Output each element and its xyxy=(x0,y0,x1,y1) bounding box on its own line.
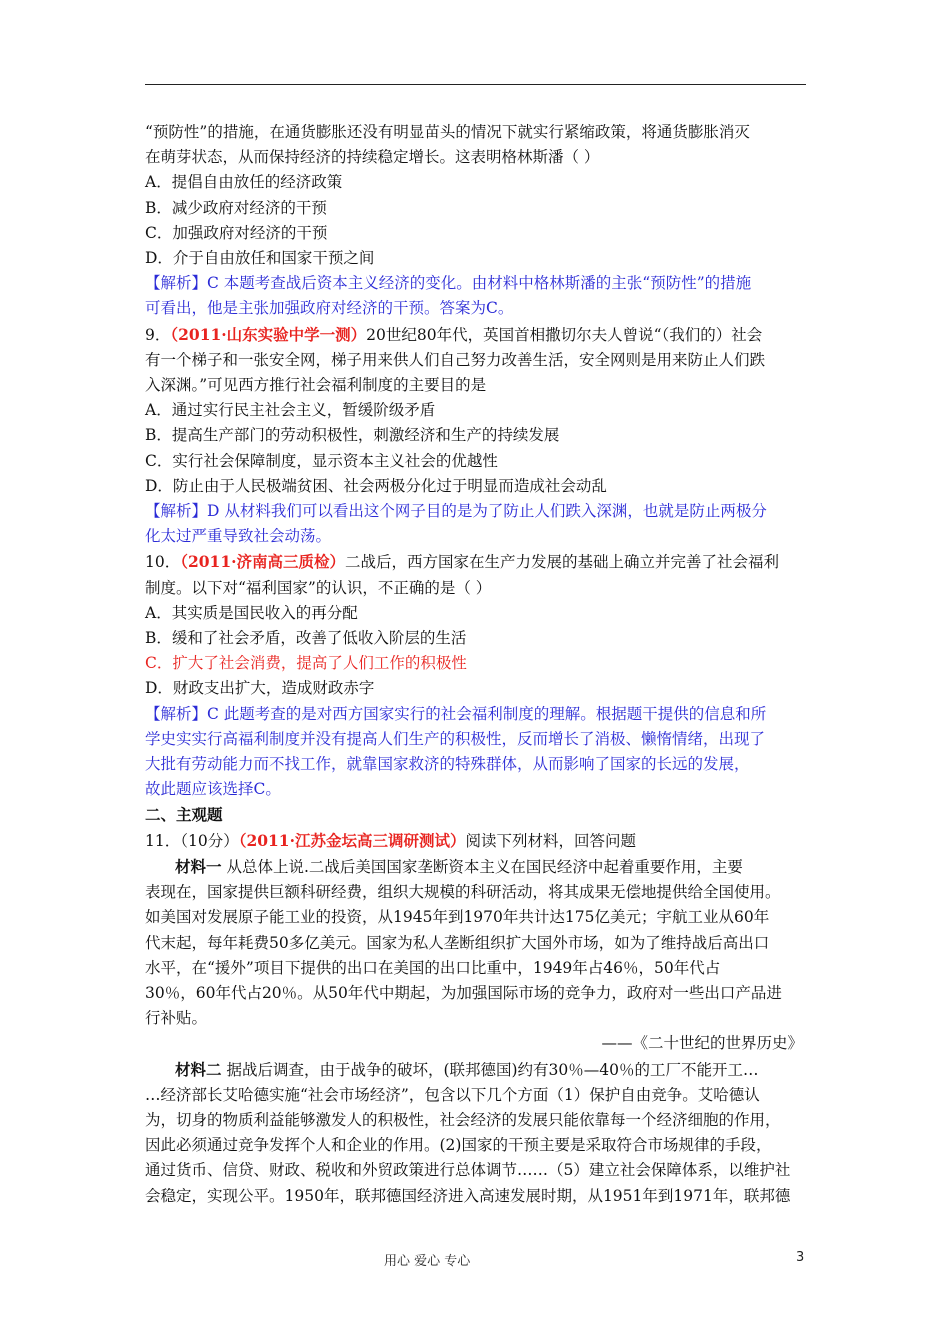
q11-prompt: 阅读下列材料，回答问题 xyxy=(465,831,637,850)
material-1-line: 水平，在“援外”项目下提供的出口在美国的出口比重中，1949年占46％，50年代占 xyxy=(145,958,721,977)
material-2-line: …经济部长艾哈德实施“社会市场经济”，包含以下几个方面（1）保护自由竞争。艾哈德认 xyxy=(145,1085,760,1104)
q9-option-b: B．提高生产部门的劳动积极性，刺激经济和生产的持续发展 xyxy=(145,426,560,445)
q8-analysis xyxy=(145,271,809,296)
material-2-line: 因此必须通过竞争发挥个人和企业的作用。(2)国家的干预主要是采取符合市场规律的手段， xyxy=(145,1136,772,1155)
question-source: （2011·山东实验中学一测） xyxy=(170,324,367,344)
header-rule xyxy=(145,84,806,85)
material-text: 据战后调查，由于战争的破坏，(联邦德国)约有30％—40％的工厂不能开工… xyxy=(221,1060,759,1079)
q9-option-c: C．实行社会保障制度，显示资本主义社会的优越性 xyxy=(145,451,498,470)
page-body xyxy=(145,120,809,1209)
question-number: 11．（10分） xyxy=(145,831,239,850)
q10-option-d: D．财政支出扩大，造成财政赤字 xyxy=(145,679,375,698)
q9-stem-line: 入深渊。”可见西方推行社会福利制度的主要目的是 xyxy=(145,376,487,395)
page-number: 3 xyxy=(796,1250,805,1265)
material-text: 从总体上说.二战后美国国家垄断资本主义在国民经济中起着重要作用，主要 xyxy=(221,857,743,876)
material-1-line: 30％，60年代占20％。从50年代中期起，为加强国际市场的竞争力，政府对一些出口产品进 xyxy=(145,983,782,1002)
q8-option-c: C．加强政府对经济的干预 xyxy=(145,223,328,242)
q10-option-a: A．其实质是国民收入的再分配 xyxy=(145,603,358,622)
q10-option-c: C．扩大了社会消费，提高了人们工作的积极性 xyxy=(145,654,467,673)
material-1-line: 行补贴。 xyxy=(145,1009,208,1028)
q10-stem-text: 二战后，西方国家在生产力发展的基础上确立并完善了社会福利 xyxy=(345,553,780,572)
q9-analysis xyxy=(145,499,809,524)
question-number: 10． xyxy=(145,553,181,572)
analysis-label: 【解析】 xyxy=(145,704,208,723)
q8-stem-line: 在萌芽状态，从而保持经济的持续稳定增长。这表明格林斯潘（ ） xyxy=(145,148,600,167)
q10-stem xyxy=(145,549,809,575)
q8-option-a: A．提倡自由放任的经济政策 xyxy=(145,173,343,192)
q9-analysis-cont: 化太过严重导致社会动荡。 xyxy=(145,527,332,546)
q10-analysis-cont: 故此题应该选择C。 xyxy=(145,780,281,799)
q10-analysis-cont: 学史实实行高福利制度并没有提高人们生产的积极性，反而增长了消极、懒惰情绪，出现了 xyxy=(145,729,766,748)
q9-stem-text: 20世纪80年代，英国首相撒切尔夫人曾说“（我们的）社会 xyxy=(366,325,763,344)
q9-stem-line: 有一个梯子和一张安全网，梯子用来供人们自己努力改善生活，安全网则是用来防止人们跌 xyxy=(145,350,766,369)
material-1 xyxy=(145,854,809,880)
material-1-line: 表现在，国家提供巨额科研经费，组织大规模的科研活动，将其成果无偿地提供给全国使用。 xyxy=(145,883,781,902)
analysis-text: C 本题考查战后资本主义经济的变化。由材料中格林斯潘的主张“预防性”的措施 xyxy=(207,274,752,293)
analysis-label: 【解析】 xyxy=(145,274,208,293)
question-source: （2011·江苏金坛高三调研测试） xyxy=(238,830,466,850)
section-heading: 二、主观题 xyxy=(145,805,223,825)
q10-option-b: B．缓和了社会矛盾，改善了低收入阶层的生活 xyxy=(145,629,467,648)
q9-option-a: A．通过实行民主社会主义，暂缓阶级矛盾 xyxy=(145,401,436,420)
q8-analysis-cont: 可看出，他是主张加强政府对经济的干预。答案为C。 xyxy=(145,299,514,318)
q8-stem-line: “预防性”的措施，在通货膨胀还没有明显苗头的情况下就实行紧缩政策，将通货膨胀消灭 xyxy=(145,123,750,141)
q8-option-d: D．介于自由放任和国家干预之间 xyxy=(145,249,375,268)
q10-analysis-cont: 大批有劳动能力而不找工作，就靠国家救济的特殊群体，从而影响了国家的长远的发展， xyxy=(145,755,750,774)
question-source: （2011·济南高三质检） xyxy=(180,552,346,572)
material-1-citation: ——《二十世纪的世界历史》 xyxy=(601,1034,803,1053)
material-1-line: 代末起，每年耗费50多亿美元。国家为私人垄断组织扩大国外市场，如为了维持战后高出口 xyxy=(145,933,770,952)
q10-analysis xyxy=(145,702,809,727)
q9-stem xyxy=(145,322,809,348)
material-2-line: 会稳定，实现公平。1950年，联邦德国经济进入高速发展时期，从1951年到1971年，联邦德 xyxy=(145,1186,791,1205)
material-1-line: 如美国对发展原子能工业的投资，从1945年到1970年共计达175亿美元；宇航工业从60年 xyxy=(145,908,770,927)
q8-option-b: B．减少政府对经济的干预 xyxy=(145,198,327,217)
material-label: 材料二 xyxy=(175,1059,222,1079)
material-2 xyxy=(145,1057,809,1083)
analysis-text: C 此题考查的是对西方国家实行的社会福利制度的理解。根据题干提供的信息和所 xyxy=(207,704,767,723)
analysis-text: D 从材料我们可以看出这个网子目的是为了防止人们跌入深渊，也就是防止两极分 xyxy=(207,502,767,521)
material-2-line: 通过货币、信贷、财政、税收和外贸政策进行总体调节……（5）建立社会保障体系，以维护社 xyxy=(145,1161,791,1180)
q11-stem xyxy=(145,828,809,854)
footer-note: 用心 爱心 专心 xyxy=(384,1254,471,1269)
q10-stem-line: 制度。以下对“福利国家”的认识，不正确的是（ ） xyxy=(145,578,492,597)
analysis-label: 【解析】 xyxy=(145,502,208,521)
q9-option-d: D．防止由于人民极端贫困、社会两极分化过于明显而造成社会动乱 xyxy=(145,476,607,495)
material-2-line: 为，切身的物质利益能够激发人的积极性，社会经济的发展只能依靠每一个经济细胞的作用， xyxy=(145,1110,781,1129)
question-number: 9． xyxy=(145,325,171,344)
material-label: 材料一 xyxy=(175,856,222,876)
